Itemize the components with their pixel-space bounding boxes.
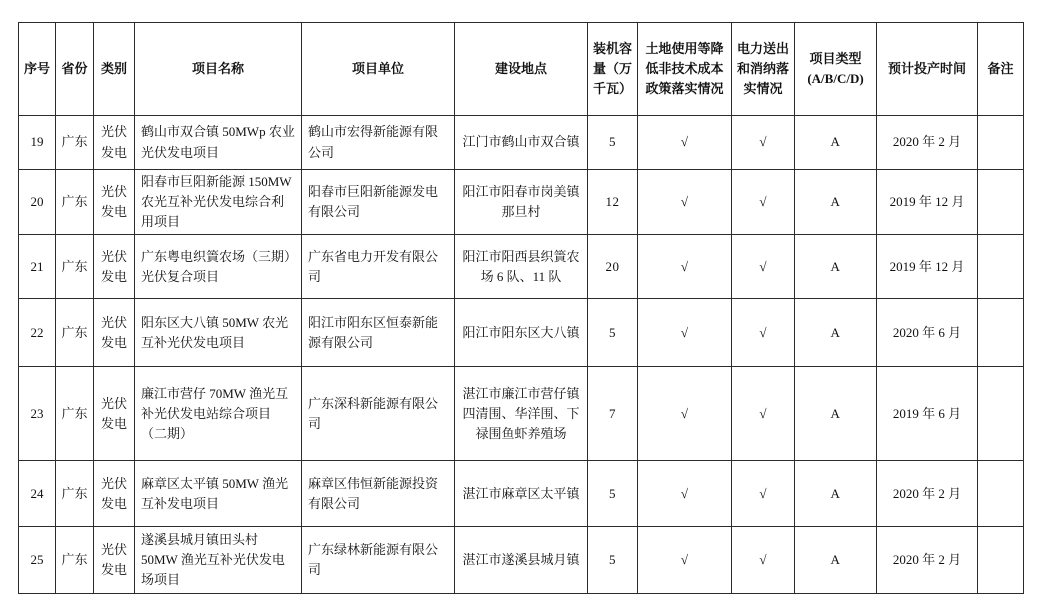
column-header-land_policy: 土地使用等降低非技术成本政策落实情况 — [638, 23, 732, 116]
projects-table — [18, 22, 1024, 594]
cell-power_grid: √ — [732, 461, 795, 527]
cell-remark — [978, 527, 1024, 594]
table-row — [19, 461, 1024, 527]
cell-power_grid: √ — [732, 235, 795, 299]
cell-unit: 阳江市阳东区恒泰新能源有限公司 — [302, 299, 455, 367]
cell-date: 2020 年 2 月 — [877, 461, 978, 527]
cell-name: 鹤山市双合镇 50MWp 农业光伏发电项目 — [135, 116, 302, 170]
cell-type: A — [795, 299, 877, 367]
column-header-remark: 备注 — [978, 23, 1024, 116]
cell-remark — [978, 116, 1024, 170]
cell-land_policy: √ — [638, 299, 732, 367]
cell-province: 广东 — [56, 235, 94, 299]
cell-name: 遂溪县城月镇田头村 50MW 渔光互补光伏发电场项目 — [135, 527, 302, 594]
cell-capacity: 20 — [588, 235, 638, 299]
column-header-index: 序号 — [19, 23, 56, 116]
cell-remark — [978, 299, 1024, 367]
cell-date: 2020 年 6 月 — [877, 299, 978, 367]
cell-remark — [978, 235, 1024, 299]
cell-type: A — [795, 116, 877, 170]
column-header-type: 项目类型(A/B/C/D) — [795, 23, 877, 116]
column-header-location: 建设地点 — [455, 23, 588, 116]
cell-unit: 广东省电力开发有限公司 — [302, 235, 455, 299]
cell-location: 江门市鹤山市双合镇 — [455, 116, 588, 170]
cell-location: 湛江市麻章区太平镇 — [455, 461, 588, 527]
cell-type: A — [795, 170, 877, 235]
cell-date: 2019 年 6 月 — [877, 367, 978, 461]
header-row — [19, 23, 1024, 116]
cell-power_grid: √ — [732, 116, 795, 170]
table-row — [19, 170, 1024, 235]
cell-index: 19 — [19, 116, 56, 170]
cell-name: 广东粤电织篢农场（三期）光伏复合项目 — [135, 235, 302, 299]
cell-category: 光伏发电 — [94, 235, 135, 299]
cell-capacity: 5 — [588, 299, 638, 367]
cell-date: 2019 年 12 月 — [877, 170, 978, 235]
cell-index: 23 — [19, 367, 56, 461]
cell-land_policy: √ — [638, 116, 732, 170]
table-row — [19, 116, 1024, 170]
cell-index: 25 — [19, 527, 56, 594]
cell-province: 广东 — [56, 527, 94, 594]
cell-capacity: 5 — [588, 116, 638, 170]
cell-name: 廉江市营仔 70MW 渔光互补光伏发电站综合项目（二期） — [135, 367, 302, 461]
table-row — [19, 299, 1024, 367]
table-row — [19, 527, 1024, 594]
cell-index: 24 — [19, 461, 56, 527]
cell-capacity: 12 — [588, 170, 638, 235]
cell-unit: 麻章区伟恒新能源投资有限公司 — [302, 461, 455, 527]
column-header-capacity: 装机容量（万千瓦） — [588, 23, 638, 116]
cell-land_policy: √ — [638, 367, 732, 461]
cell-power_grid: √ — [732, 170, 795, 235]
cell-index: 20 — [19, 170, 56, 235]
cell-land_policy: √ — [638, 527, 732, 594]
cell-date: 2019 年 12 月 — [877, 235, 978, 299]
cell-remark — [978, 367, 1024, 461]
cell-remark — [978, 461, 1024, 527]
column-header-date: 预计投产时间 — [877, 23, 978, 116]
cell-name: 麻章区太平镇 50MW 渔光互补发电项目 — [135, 461, 302, 527]
cell-location: 阳江市阳东区大八镇 — [455, 299, 588, 367]
cell-location: 湛江市廉江市营仔镇四清围、华洋围、下禄围鱼虾养殖场 — [455, 367, 588, 461]
cell-remark — [978, 170, 1024, 235]
cell-type: A — [795, 235, 877, 299]
cell-land_policy: √ — [638, 461, 732, 527]
cell-land_policy: √ — [638, 235, 732, 299]
cell-category: 光伏发电 — [94, 116, 135, 170]
cell-province: 广东 — [56, 299, 94, 367]
cell-name: 阳春市巨阳新能源 150MW 农光互补光伏发电综合利用项目 — [135, 170, 302, 235]
cell-capacity: 7 — [588, 367, 638, 461]
table-body — [19, 116, 1024, 594]
cell-name: 阳东区大八镇 50MW 农光互补光伏发电项目 — [135, 299, 302, 367]
cell-category: 光伏发电 — [94, 527, 135, 594]
cell-location: 阳江市阳西县织篢农场 6 队、11 队 — [455, 235, 588, 299]
cell-province: 广东 — [56, 367, 94, 461]
cell-category: 光伏发电 — [94, 461, 135, 527]
cell-unit: 鹤山市宏得新能源有限公司 — [302, 116, 455, 170]
cell-type: A — [795, 461, 877, 527]
cell-province: 广东 — [56, 116, 94, 170]
cell-unit: 阳春市巨阳新能源发电有限公司 — [302, 170, 455, 235]
cell-province: 广东 — [56, 170, 94, 235]
table-row — [19, 367, 1024, 461]
cell-capacity: 5 — [588, 461, 638, 527]
cell-category: 光伏发电 — [94, 170, 135, 235]
cell-land_policy: √ — [638, 170, 732, 235]
cell-power_grid: √ — [732, 367, 795, 461]
cell-index: 22 — [19, 299, 56, 367]
cell-province: 广东 — [56, 461, 94, 527]
cell-power_grid: √ — [732, 527, 795, 594]
column-header-unit: 项目单位 — [302, 23, 455, 116]
column-header-name: 项目名称 — [135, 23, 302, 116]
cell-date: 2020 年 2 月 — [877, 116, 978, 170]
cell-location: 湛江市遂溪县城月镇 — [455, 527, 588, 594]
column-header-province: 省份 — [56, 23, 94, 116]
cell-capacity: 5 — [588, 527, 638, 594]
cell-unit: 广东深科新能源有限公司 — [302, 367, 455, 461]
cell-type: A — [795, 527, 877, 594]
cell-index: 21 — [19, 235, 56, 299]
column-header-category: 类别 — [94, 23, 135, 116]
cell-category: 光伏发电 — [94, 367, 135, 461]
cell-location: 阳江市阳春市岗美镇那旦村 — [455, 170, 588, 235]
table-row — [19, 235, 1024, 299]
cell-type: A — [795, 367, 877, 461]
cell-category: 光伏发电 — [94, 299, 135, 367]
table-header — [19, 23, 1024, 116]
cell-unit: 广东绿林新能源有限公司 — [302, 527, 455, 594]
column-header-power_grid: 电力送出和消纳落实情况 — [732, 23, 795, 116]
cell-power_grid: √ — [732, 299, 795, 367]
cell-date: 2020 年 2 月 — [877, 527, 978, 594]
